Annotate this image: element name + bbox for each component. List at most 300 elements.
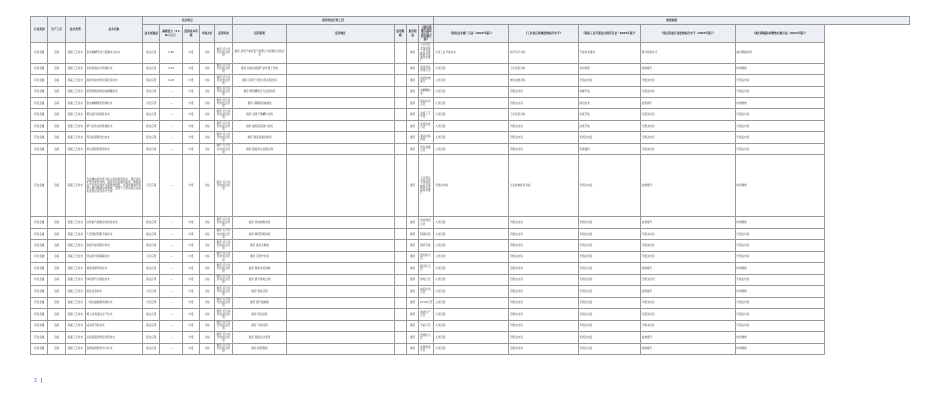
cell-p6: 协同增效 <box>735 332 825 343</box>
cell-p3: 标杆水平对标 <box>509 42 579 63</box>
cell-industry: 有色金属 <box>31 274 48 285</box>
cell-p1: 示范项目支持冶炼工序节能降碳及低碳技术推广 <box>419 42 434 63</box>
cell-cost: 中低 <box>182 332 199 343</box>
cell-scenario: 推荐 可与多技术组合使用 <box>216 286 231 296</box>
cell-p6: 减污降碳协同 <box>735 42 825 63</box>
cell-name: 大型预焙阳极节能技术 <box>85 228 142 239</box>
cell-p6: 无相关内容 <box>735 251 825 262</box>
cell-desc: 推荐 适用于氧化铝产能整合与规模化冶炼企业 <box>232 42 287 63</box>
cell-maturity: 示范应用 <box>143 155 160 217</box>
col-header-policy-6: 《减污降碳协同增效实施方案（2023年版）》 <box>735 25 825 43</box>
cell-rec: 推荐 <box>406 286 418 297</box>
cell-process: 冶炼 <box>48 75 65 86</box>
cell-name: 多金属协同冶炼与综合回收利用技术，通过优化炉型与配料结构，提高有价金属回收率，降低单位产品综合能耗与碳排放强度，实现资源循环利用与减污降碳协同增效，适用于大型冶炼企业的系统性技术改造与升级 <box>85 155 142 217</box>
cell-env: 达标 <box>200 143 215 154</box>
cell-p5: 无相关内容 <box>640 240 735 251</box>
cell-type: 低碳工艺技术 <box>65 240 85 251</box>
cell-p4: 无相关内容 <box>578 332 640 343</box>
cell-region <box>287 42 394 63</box>
cell-type: 低碳工艺技术 <box>65 297 85 308</box>
cell-p5: 无相关内容 <box>640 297 735 308</box>
cell-env: 达标 <box>200 343 215 354</box>
cell-p2: 入选目录 <box>434 228 509 239</box>
cell-maturity: 商业应用 <box>143 228 160 239</box>
cell-cost: 中低 <box>182 240 199 251</box>
cell-p2: 入选目录 <box>434 274 509 285</box>
cell-p1: 前沿技术示范 <box>419 98 434 109</box>
cell-p5: 无相关内容 <box>640 132 735 143</box>
col-header-recommend: 推荐程度 <box>406 25 418 43</box>
cell-desc: 推荐 回收冶炼烟气余热用于发电 <box>232 63 287 74</box>
cell-rec: 推荐 <box>406 143 418 154</box>
cell-p2: 入选目录 <box>434 98 509 109</box>
cell-scenario: 推荐 可与多技术组合使用 <box>216 75 231 85</box>
cell-rec: 推荐 <box>406 332 418 343</box>
cell-p4: 无相关内容 <box>578 274 640 285</box>
cell-process: 冶炼 <box>48 274 65 285</box>
cell-name: 再生铝保级利用技术 <box>85 143 142 154</box>
cell-name: 锌冶炼富氧浸出技术 <box>85 132 142 143</box>
cell-desc: 推荐 节能改造 <box>232 320 287 331</box>
cell-p3: 无相关内容 <box>509 309 579 320</box>
cell-process: 冶炼 <box>48 251 65 262</box>
cell-process: 冶炼 <box>48 143 65 154</box>
cell-p4: 无相关内容 <box>578 155 640 217</box>
cell-process: 冶炼 <box>48 332 65 343</box>
col-header-policy-4: 《国家工业节能技术推荐目录（2024年版）》 <box>578 25 640 43</box>
cell-env: 达标 <box>200 109 215 120</box>
table-row <box>31 228 910 239</box>
cell-p1: 资源化示范 <box>419 332 434 343</box>
cell-name: 氧气底吹连续炼铜技术 <box>85 120 142 131</box>
cell-scenario: 推荐 可与多技术组合使用 <box>215 42 233 63</box>
cell-p1: 数字化示范 <box>419 263 434 274</box>
cell-p6: 无相关内容 <box>735 274 825 285</box>
cell-name: 高效节能熔铝炉技术 <box>85 240 142 251</box>
cell-industry: 有色金属 <box>31 320 48 331</box>
cell-scale <box>394 343 406 354</box>
col-header-policy-1: 《绿色低碳先进技术示范工程实施方案》 <box>419 25 434 43</box>
cell-process: 冶炼 <box>48 132 65 143</box>
cell-desc: 推荐 智能优化控制 <box>232 263 287 274</box>
cell-process: 冶炼 <box>48 155 65 217</box>
cell-scenario: 推荐 可与多技术组合使用 <box>216 121 231 131</box>
table-row <box>31 63 910 74</box>
cell-env: 达标 <box>200 274 215 285</box>
cell-industry: 有色金属 <box>31 143 48 154</box>
cell-region <box>287 263 394 274</box>
cell-rec: 推荐 <box>406 120 418 131</box>
cell-type: 低碳工艺技术 <box>65 143 85 154</box>
cell-scale <box>394 217 406 228</box>
cell-desc: 推荐 缩短流程减少能耗 <box>232 120 287 131</box>
group-header-tech: 技术特点 <box>143 17 233 25</box>
cell-industry: 有色金属 <box>31 75 48 86</box>
cell-desc: 推荐 适用于铜精矿冶炼 <box>232 109 287 120</box>
cell-p1: 余热余压利用示范 <box>419 63 434 74</box>
cell-industry: 有色金属 <box>31 98 48 109</box>
cell-p1: 阳极改造 <box>419 228 434 239</box>
cell-region <box>287 309 394 320</box>
cell-env: 达标 <box>200 332 215 343</box>
cell-desc: 推荐 提高再生金属比例 <box>232 143 287 154</box>
cell-scale <box>394 120 406 131</box>
col-header-env: 环境友好 <box>200 25 215 43</box>
cell-industry: 有色金属 <box>31 343 48 354</box>
cell-industry: 有色金属 <box>31 332 48 343</box>
table-row <box>31 297 910 308</box>
cell-p4: 无相关内容 <box>578 251 640 262</box>
cell-rec: 推荐 <box>406 343 418 354</box>
cell-cost: 中低 <box>182 155 199 217</box>
table-row <box>31 143 910 154</box>
cell-region <box>287 240 394 251</box>
col-header-process: 生产工序 <box>48 17 65 43</box>
cell-p4: 冶炼节能 <box>578 120 640 131</box>
col-header-policy-5: 《重点用能行业能效标杆水平（2023年版）》 <box>640 25 735 43</box>
cell-p5: 能效提升 <box>640 63 735 74</box>
cell-p5: 无相关内容 <box>640 120 735 131</box>
cell-p1: 连续冶炼示范 <box>419 120 434 131</box>
cell-scenario: 推荐 可与多技术组合使用 <box>216 110 231 120</box>
cell-scale <box>394 98 406 109</box>
page-number: 2 <box>34 378 37 384</box>
cell-maturity: 商业应用 <box>143 109 160 120</box>
cell-name: 铜冶炼闪速熔炼技术 <box>85 109 142 120</box>
cell-p2: 入选目录 <box>434 143 509 154</box>
cell-region <box>287 343 394 354</box>
cell-industry: 有色金属 <box>31 42 48 63</box>
cell-desc: 推荐 回收制酸余热 <box>232 217 287 228</box>
cell-process: 冶炼 <box>48 120 65 131</box>
cell-p4: 前沿技术 <box>578 98 640 109</box>
cell-p6: 无相关内容 <box>735 143 825 154</box>
cell-type: 低碳工艺技术 <box>65 217 85 228</box>
cell-name: 高效能源管控中心技术 <box>85 343 142 354</box>
policy-table-sheet <box>30 16 910 355</box>
cell-desc: 推荐 降低阳极消耗 <box>232 228 287 239</box>
cell-scenario: 推荐 可与多技术组合使用 <box>216 64 231 74</box>
cell-p2: 入选目录 <box>434 263 509 274</box>
cell-p4: 无相关内容 <box>578 343 640 354</box>
cell-type: 低碳工艺技术 <box>65 251 85 262</box>
cell-p1: 能源管控示范 <box>419 343 434 354</box>
cell-type: 低碳工艺技术 <box>65 98 85 109</box>
cell-process: 冶炼 <box>48 343 65 354</box>
cell-p2: 入选目录 <box>434 217 509 228</box>
cell-scale <box>394 86 406 97</box>
cell-industry: 有色金属 <box>31 109 48 120</box>
cell-p5: 无相关内容 <box>640 143 735 154</box>
cell-reduction: — <box>160 217 182 228</box>
cell-cost: 中低 <box>182 320 199 331</box>
cell-p2: 入选工业节能技术 <box>434 42 509 63</box>
cell-p4: 无相关内容 <box>578 228 640 239</box>
cell-process: 冶炼 <box>48 228 65 239</box>
cell-scale <box>394 320 406 331</box>
cell-maturity: 商业应用 <box>143 309 160 320</box>
cell-rec: 推荐 <box>406 251 418 262</box>
cell-env: 达标 <box>200 75 215 86</box>
cell-industry: 有色金属 <box>31 155 48 217</box>
cell-rec: 推荐 <box>406 75 418 86</box>
col-header-desc: 适用说明 <box>232 25 287 43</box>
table-row <box>31 217 910 228</box>
table-row <box>31 240 910 251</box>
cell-industry: 有色金属 <box>31 251 48 262</box>
cell-p3: 无相关内容 <box>509 143 579 154</box>
cell-maturity: 商业应用 <box>143 132 160 143</box>
cell-p4: 无相关内容 <box>578 240 640 251</box>
cell-cost: 中低 <box>182 42 199 63</box>
cell-desc: 推荐 固废综合利用 <box>232 332 287 343</box>
table-row <box>31 98 910 109</box>
cell-type: 低碳工艺技术 <box>65 75 85 86</box>
cell-p6: 无相关内容 <box>735 86 825 97</box>
cell-name: 铝电解槽节能与低碳综合技术 <box>85 42 142 63</box>
footer-divider <box>41 378 42 383</box>
cell-p6: 无相关内容 <box>735 320 825 331</box>
cell-reduction: — <box>160 143 182 154</box>
cell-env: 达标 <box>200 120 215 131</box>
cell-p2: 入选目录 <box>434 332 509 343</box>
cell-scenario: 推荐 可与多技术组合使用 <box>216 321 231 331</box>
cell-rec: 推荐 <box>406 63 418 74</box>
cell-p2: 入选目录 <box>434 240 509 251</box>
cell-type: 低碳工艺技术 <box>65 228 85 239</box>
cell-p5: 无相关内容 <box>640 228 735 239</box>
cell-p2: 入选目录 <box>434 132 509 143</box>
cell-maturity: 商业应用 <box>143 343 160 354</box>
cell-process: 冶炼 <box>48 86 65 97</box>
cell-region <box>287 75 394 86</box>
cell-desc: 推荐 降低槽电压与直流电耗 <box>232 86 287 97</box>
cell-p6: 协同增效 <box>735 286 825 297</box>
cell-name: 绿电替代与储能技术 <box>85 274 142 285</box>
cell-p3: 无相关内容 <box>509 228 579 239</box>
cell-maturity: 商业应用 <box>143 42 160 63</box>
cell-p6: 无相关内容 <box>735 228 825 239</box>
cell-rec: 推荐 <box>406 98 418 109</box>
cell-process: 冶炼 <box>48 109 65 120</box>
cell-type: 低碳工艺技术 <box>65 263 85 274</box>
cell-cost: 中低 <box>182 263 199 274</box>
cell-rec: 推荐 <box>406 263 418 274</box>
cell-p3: 无相关内容 <box>509 263 579 274</box>
cell-maturity: 商业应用 <box>143 240 160 251</box>
cell-p2: 入选目录 <box>434 75 509 86</box>
col-header-type: 技术类型 <box>65 17 85 43</box>
cell-region <box>287 120 394 131</box>
cell-scenario: 推荐 可与多技术组合使用 <box>216 263 231 273</box>
cell-reduction: — <box>160 309 182 320</box>
cell-desc: 推荐 氢基还原 <box>232 286 287 297</box>
cell-p3: 无相关内容 <box>509 217 579 228</box>
cell-maturity: 商业应用 <box>143 217 160 228</box>
cell-env: 达标 <box>200 240 215 251</box>
cell-reduction: — <box>160 343 182 354</box>
cell-scale <box>394 297 406 308</box>
cell-cost: 中低 <box>182 109 199 120</box>
cell-rec: 推荐 <box>406 309 418 320</box>
cell-p1: 余热利用示范 <box>419 217 434 228</box>
cell-maturity: 示范应用 <box>143 286 160 297</box>
cell-rec: 推荐 <box>406 274 418 285</box>
cell-p2: 入选目录 <box>434 309 509 320</box>
header-column-row <box>31 25 910 43</box>
cell-p5: 能效提升 <box>640 217 735 228</box>
cell-p5: 无相关内容 <box>640 274 735 285</box>
cell-scale <box>394 332 406 343</box>
cell-process: 冶炼 <box>48 309 65 320</box>
cell-cost: 中低 <box>182 286 199 297</box>
cell-scenario: 推荐 可与多技术组合使用 <box>216 332 231 342</box>
cell-industry: 有色金属 <box>31 297 48 308</box>
cell-industry: 有色金属 <box>31 286 48 297</box>
cell-maturity: 示范应用 <box>143 251 160 262</box>
cell-desc: 推荐 能源管控 <box>232 343 287 354</box>
cell-maturity: 商业应用 <box>143 86 160 97</box>
cell-p1: 电机能效提升 <box>419 75 434 86</box>
cell-env: 达标 <box>200 132 215 143</box>
cell-maturity: 商业应用 <box>143 332 160 343</box>
cell-scale <box>394 240 406 251</box>
cell-cost: 中低 <box>182 120 199 131</box>
cell-region <box>287 320 394 331</box>
cell-type: 低碳工艺技术 <box>65 309 85 320</box>
cell-maturity: 商业应用 <box>143 63 160 74</box>
table-body <box>31 42 910 354</box>
cell-cost: 中低 <box>182 217 199 228</box>
cell-env: 达标 <box>200 309 215 320</box>
cell-type: 低碳工艺技术 <box>65 132 85 143</box>
table-row <box>31 309 910 320</box>
cell-reduction: — <box>160 320 182 331</box>
table-row <box>31 251 910 262</box>
cell-maturity: 商业应用 <box>143 75 160 86</box>
cell-p6: 无相关内容 <box>735 309 825 320</box>
cell-desc <box>232 155 287 217</box>
cell-p3: 无相关内容 <box>509 274 579 285</box>
col-header-industry: 行业类别 <box>31 17 48 43</box>
cell-reduction: — <box>160 86 182 97</box>
cell-p4: 无相关内容 <box>578 320 640 331</box>
cell-p5: 能效提升 <box>640 263 735 274</box>
page-number-footer <box>34 378 42 384</box>
cell-p6: 无相关内容 <box>735 109 825 120</box>
cell-scale <box>394 274 406 285</box>
cell-industry: 有色金属 <box>31 217 48 228</box>
cell-scale <box>394 251 406 262</box>
cell-p6: 无相关内容 <box>735 75 825 86</box>
table-row <box>31 75 910 86</box>
cell-p5: 能效提升 <box>640 98 735 109</box>
table-row <box>31 274 910 285</box>
col-header-scale: 适用规模 <box>394 25 406 43</box>
cell-region <box>287 109 394 120</box>
col-header-region: 适用地区 <box>287 25 394 43</box>
cell-cost: 中低 <box>182 343 199 354</box>
cell-p4: 无相关内容 <box>578 263 640 274</box>
cell-desc: 推荐 清洁冶炼 <box>232 309 287 320</box>
cell-env: 达标 <box>200 86 215 97</box>
cell-industry: 有色金属 <box>31 86 48 97</box>
cell-reduction: — <box>160 228 182 239</box>
cell-p2: 入选目录 <box>434 286 509 297</box>
cell-p1: 湿法冶炼改造 <box>419 132 434 143</box>
cell-type: 低碳工艺技术 <box>65 63 85 74</box>
cell-name: 冶炼烟气制酸余热回收技术 <box>85 217 142 228</box>
cell-scenario: 推荐 可与多技术组合使用 <box>216 87 231 97</box>
cell-p3: 无相关内容 <box>509 286 579 297</box>
cell-type: 低碳工艺技术 <box>65 109 85 120</box>
cell-reduction: 0.20 <box>160 75 182 86</box>
cell-p6: 协同增效 <box>735 63 825 74</box>
cell-env: 达标 <box>200 228 215 239</box>
cell-rec: 推荐 <box>406 132 418 143</box>
cell-region <box>287 332 394 343</box>
cell-p2: 入选目录 <box>434 109 509 120</box>
cell-p3: 工序能耗对标 <box>509 109 579 120</box>
cell-reduction: 0.35 <box>160 63 182 74</box>
cell-desc: 推荐 消除阳极碳排放 <box>232 98 287 109</box>
group-header-suitability: 推荐的适宜性工况 <box>232 17 434 25</box>
cell-region <box>287 217 394 228</box>
cell-reduction: 0.60 <box>160 42 182 63</box>
cell-cost: 中低 <box>182 309 199 320</box>
cell-p2: 入选目录 <box>434 86 509 97</box>
cell-region <box>287 251 394 262</box>
col-header-policy-2: 《绿色技术推广目录（2024年版）》 <box>434 25 509 43</box>
cell-p1: 冶炼工艺升级 <box>419 109 434 120</box>
cell-cost: 中低 <box>182 297 199 308</box>
cell-name: 氢能冶金技术 <box>85 286 142 297</box>
cell-p2: 入选目录 <box>434 120 509 131</box>
cell-reduction: — <box>160 132 182 143</box>
col-header-maturity: 技术成熟度 <box>143 25 160 43</box>
cell-p6: 协同增效 <box>735 263 825 274</box>
cell-region <box>287 98 394 109</box>
cell-scenario: 推荐 可与多技术组合使用 <box>216 298 231 308</box>
cell-p5: 无相关内容 <box>640 75 735 86</box>
cell-p3: 行业能效标杆对标 <box>509 155 579 217</box>
cell-p4: 无相关内容 <box>578 297 640 308</box>
cell-p1: 节能示范 <box>419 320 434 331</box>
cell-cost: 中低 <box>182 63 199 74</box>
cell-type: 低碳工艺技术 <box>65 343 85 354</box>
cell-region <box>287 86 394 97</box>
technology-policy-table <box>30 16 910 355</box>
cell-cost: 中低 <box>182 143 199 154</box>
cell-p1: CCUS示范 <box>419 297 434 308</box>
cell-p3: 无相关内容 <box>509 343 579 354</box>
cell-scenario: 推荐 可与多技术组合使用 <box>216 98 231 108</box>
cell-p5: 能效提升 <box>640 343 735 354</box>
cell-rec: 推荐 <box>406 228 418 239</box>
cell-cost: 中低 <box>182 274 199 285</box>
cell-type: 低碳工艺技术 <box>65 274 85 285</box>
cell-industry: 有色金属 <box>31 120 48 131</box>
cell-scale <box>394 143 406 154</box>
table-row <box>31 263 910 274</box>
cell-scale <box>394 309 406 320</box>
cell-type: 低碳工艺技术 <box>65 286 85 297</box>
cell-reduction: — <box>160 98 182 109</box>
table-row <box>31 332 910 343</box>
cell-rec: 推荐 <box>406 320 418 331</box>
cell-env: 达标 <box>200 98 215 109</box>
cell-scenario: 推荐 可与多技术组合使用 <box>216 344 231 354</box>
